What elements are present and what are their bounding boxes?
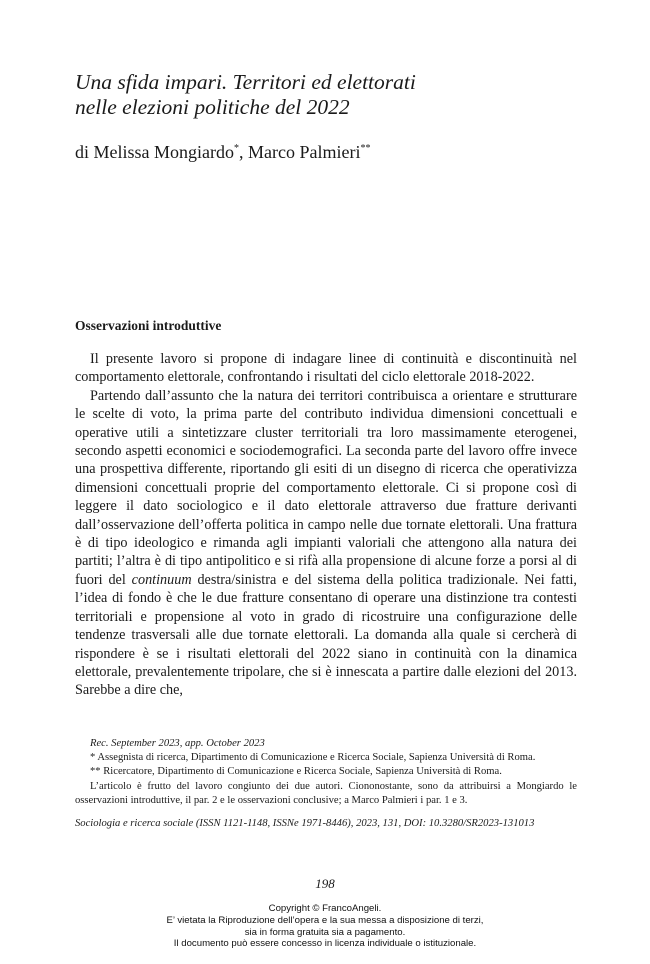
copyright-line-4: Il documento può essere concesso in licenza individuale o istituzionale.	[173, 938, 477, 950]
footnotes	[75, 737, 577, 831]
footnote-mark-2[interactable]: **	[360, 143, 371, 154]
author-1: di Melissa Mongiardo	[75, 142, 234, 162]
copyright-notice	[0, 903, 650, 950]
body-text	[75, 350, 577, 700]
paragraph-2-part-b: destra/sinistra e del sistema della politica tradizionale. Nei fatti, l’idea di fondo è che le due fratture consentano di operare una distinzione tra contesti territoriali e propensione al voto in grado di ricostruire una configurazione delle tendenze trasversali alle due tornate elettorali. La domanda alla quale si cercherà di rispondere è se i risultati elettorali del 2022 siano in continuità con la dinamica elettorale, prevalentemente tripolare, che si è innescata a partire dalle elezioni del 2013. Sarebbe a dire che,	[75, 571, 577, 699]
footnote-1: * Assegnista di ricerca, Dipartimento di Comunicazione e Ricerca Sociale, Sapienza Università di Roma.	[90, 752, 536, 764]
title-line-2: nelle elezioni politiche del 2022	[75, 95, 350, 119]
paragraph-2-part-a: Partendo dall’assunto che la natura dei territori contribuisca a orientare e strutturare le scelte di voto, la prima parte del contributo individua dimensioni concettuali e operative utili a sintetizzare cluster territoriali tra loro massimamente eterogenei, secondo aspetti economici e sociodemografici. La seconda parte del lavoro offre invece una prospettiva differente, riportando gli esiti di un disegno di ricerca che operativizza dimensioni concettuali proprie del comportamento elettorale. Ci si propone così di leggere il dato sociologico e il dato elettorale attraverso due fratture derivanti dall’osservazione dell’offerta politica in campo nelle due tornate elettorali. Una frattura è di tipo ideologico e rimanda agli impianti valoriali che attengono alla natura dei partiti; l’altra è di tipo antipolitico e si rifà alla propensione di alcune forze a porsi al di fuori del	[75, 387, 577, 588]
journal-citation: Sociologia e ricerca sociale (ISSN 1121-1148, ISSNe 1971-8446), 2023, 131, DOI: 10.3280/SR2023-131013	[75, 818, 535, 830]
received-note: Rec. September 2023, app. October 2023	[90, 738, 265, 749]
section-heading: Osservazioni introduttive	[75, 318, 222, 333]
copyright-line-3: sia in forma gratuita sia a pagamento.	[244, 926, 406, 938]
footnote-mark-1[interactable]: *	[234, 143, 239, 154]
author-2: , Marco Palmieri	[239, 142, 361, 162]
copyright-line-1: Copyright © FrancoAngeli.	[268, 903, 382, 914]
title-line-1: Una sfida impari. Territori ed elettorati	[75, 70, 416, 94]
copyright-line-2: E’ vietata la Riproduzione dell’opera e la sua messa a disposizione di terzi,	[166, 914, 484, 926]
article-title	[75, 70, 595, 120]
paragraph-2	[75, 387, 577, 700]
author-line	[75, 141, 370, 163]
footnote-3: L’articolo è frutto del lavoro congiunto dei due autori. Ciononostante, sono da attribuirsi a Mongiardo le osservazioni introduttive, il par. 2 e le osservazioni conclusive; a Marco Palmieri i par. 1 e 3.	[75, 780, 577, 806]
paragraph-1: Il presente lavoro si propone di indagare linee di continuità e discontinuità nel comportamento elettorale, confrontando i risultati del ciclo elettorale 2018-2022.	[75, 351, 577, 386]
emphasis-continuum: continuum	[131, 571, 192, 588]
footnote-2: ** Ricercatore, Dipartimento di Comunicazione e Ricerca Sociale, Sapienza Università di Roma.	[90, 766, 502, 778]
page-number: 198	[315, 876, 335, 891]
